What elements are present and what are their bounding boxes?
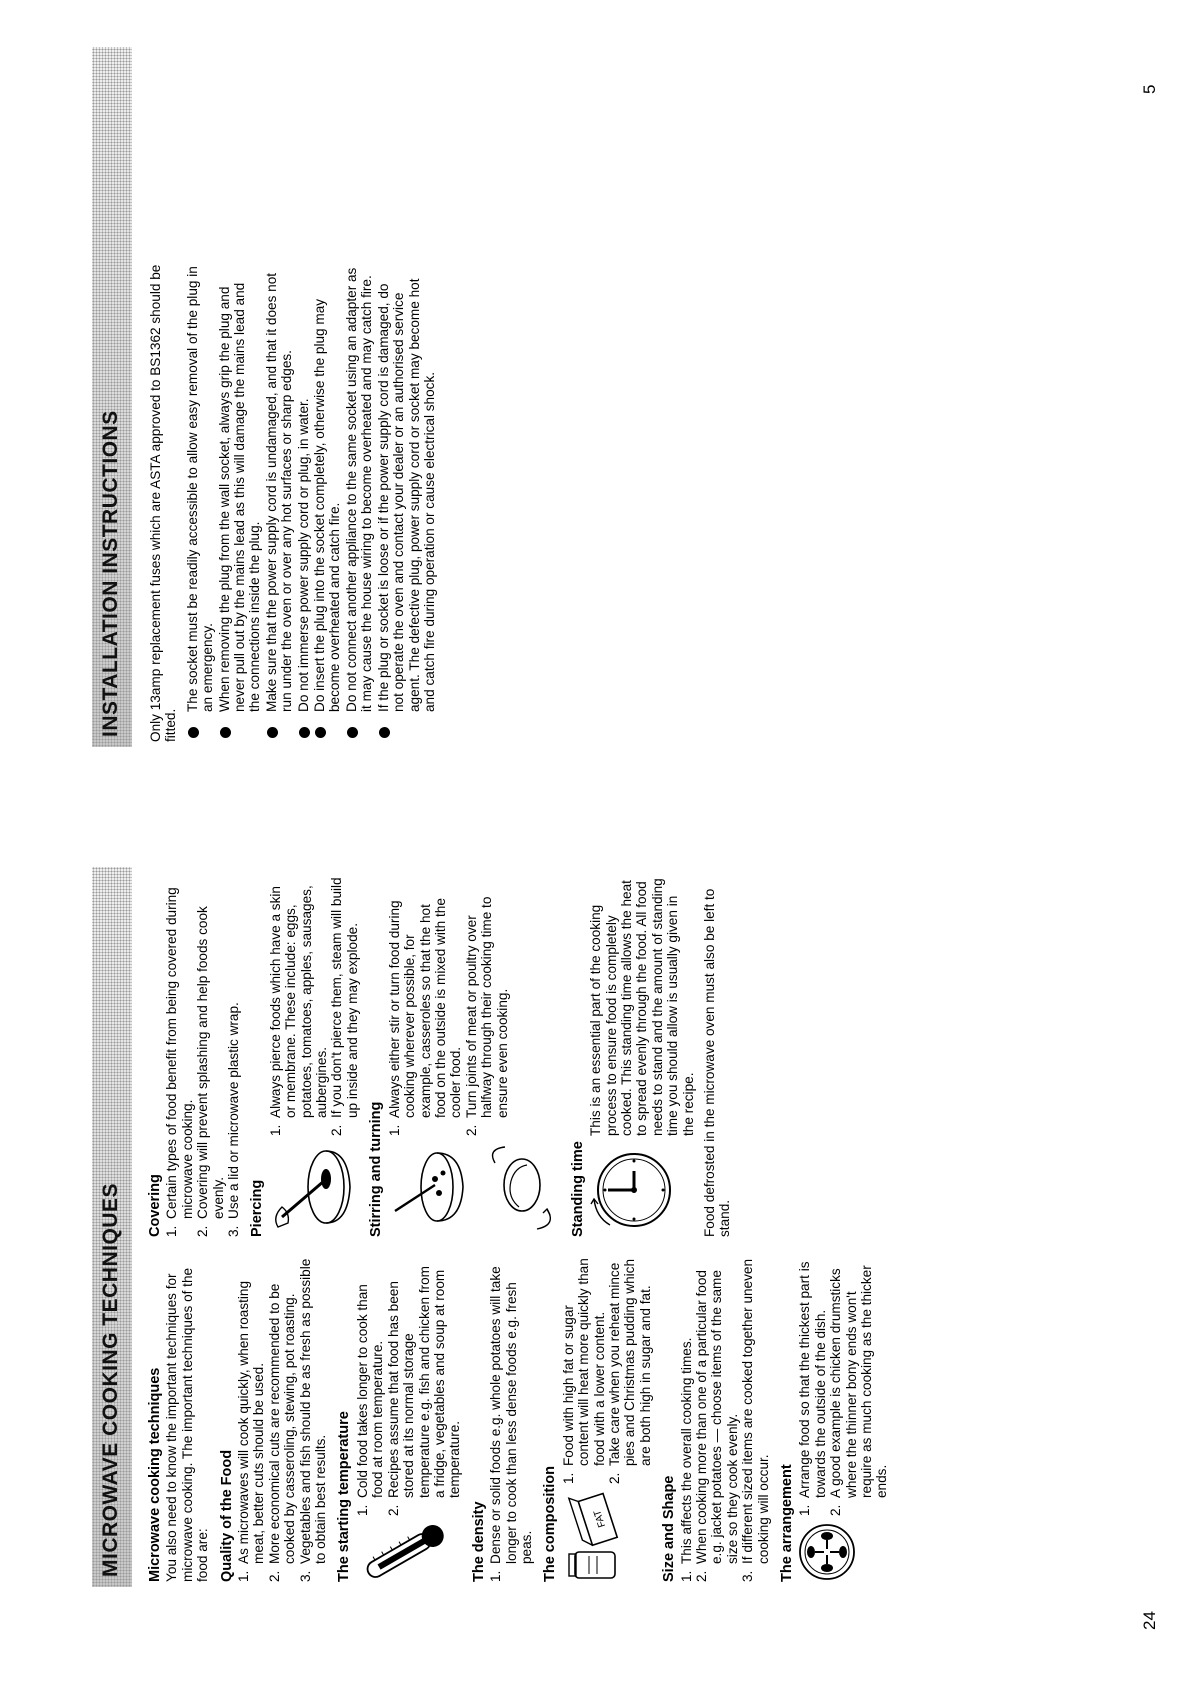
list-item: 3. If different sized items are cooked together uneven cooking will occur. <box>740 1258 771 1582</box>
page-number-right: 5 <box>1140 84 1159 94</box>
intro-text: You also need to know the important techniques for microwave cooking. The important techniques of the food are: <box>164 1267 211 1582</box>
piercing-heading: Piercing <box>249 1179 266 1237</box>
composition-list <box>561 1257 653 1484</box>
stirring-list <box>387 877 510 1136</box>
list-item <box>296 262 311 742</box>
list-item <box>185 262 216 742</box>
list-item-text: Dense or solid foods e.g. whole potatoes will take longer to cook than less dense foods e.g. fresh peas. <box>488 1266 534 1564</box>
list-item-text: Make sure that the power supply cord is undamaged, and that it does not run under the oven or over any hot surfaces or sharp edges. <box>263 272 295 712</box>
page-number-left: 24 <box>1140 1611 1159 1630</box>
list-item: 2. Covering will prevent splashing and help foods cook evenly. <box>195 906 226 1237</box>
list-item: 2. If you don't pierce them, steam will build up inside and they may explode. <box>329 877 360 1136</box>
list-item <box>376 262 438 742</box>
quality-list <box>236 1257 328 1582</box>
list-item <box>264 262 295 742</box>
list-item <box>217 262 263 742</box>
list-item-text: Turn joints of meat or poultry over halfway through their cooking time to ensure even cooking. <box>463 896 510 1118</box>
list-item: 2. When cooking more than one of a particular food e.g. jacket potatoes — choose items of the same size so they cook evenly. <box>694 1270 740 1582</box>
list-item-text: Do not immerse power supply cord or plug, in water. <box>295 398 311 712</box>
list-item <box>312 262 343 742</box>
list-item-text: More economical cuts are recommended to be cooked by casseroling, stewing, pot roasting. <box>266 1283 298 1564</box>
list-item: 1. Always pierce foods which have a skin or membrane. These include: eggs, potatoes, tomatoes, apples, sausages, aubergines. <box>267 885 330 1136</box>
size-heading: Size and Shape <box>661 1475 678 1582</box>
clock-icon <box>588 1142 678 1237</box>
list-item-text: Cold food takes longer to cook than food at room temperature. <box>354 1284 386 1498</box>
defrost-text: Food defrosted in the microwave oven must also be left to stand. <box>701 888 733 1237</box>
list-item-text: A good example is chicken drumsticks where the thinner bony ends won't require as much cooking as the thicker ends. <box>828 1265 890 1498</box>
list-item-text: Take care when you reheat mince pies and Christmas pudding which are both high in sugar and fat. <box>606 1258 653 1466</box>
list-item: 1. Cold food takes longer to cook than food at room temperature. <box>354 1284 386 1516</box>
arrangement-figure <box>797 1257 889 1582</box>
temperature-heading: The starting temperature <box>336 1411 353 1582</box>
list-item-text: If you don't pierce them, steam will build up inside and they may explode. <box>329 877 360 1118</box>
list-item: 1. Arrange food so that the thickest part is towards the outside of the dish. <box>797 1261 828 1516</box>
piercing-figure <box>268 877 360 1237</box>
list-item: 1. Food with high fat or sugar content will heat more quickly than food with a lower content. <box>560 1258 607 1484</box>
installation-intro: Only 13amp replacement fuses which are ASTA approved to BS1362 should be fitted. <box>148 264 179 742</box>
arrangement-list <box>797 1257 889 1516</box>
list-item-text: Recipes assume that food has been stored at its normal storage temperature e.g. fish and chicken from a fridge, vegetables and soup at room temperature. <box>385 1266 463 1498</box>
drumsticks-dish-icon <box>797 1522 857 1582</box>
standing-text: This is an essential part of the cooking process to ensure food is completely cooked. This standing time allows the heat to spread evenly through the food. All food needs to stand and the amount of standing time you should allow is usually given in the recipe. <box>588 878 696 1136</box>
jar-and-fat-icon <box>561 1490 623 1582</box>
bullet-icon <box>347 727 358 738</box>
list-item-text: Covering will prevent splashing and help foods cook evenly. <box>195 906 226 1219</box>
installation-column <box>148 262 438 742</box>
standing-figure <box>588 877 696 1237</box>
list-item: 2. More economical cuts are recommended to be cooked by casseroling, stewing, pot roasting. <box>266 1283 298 1582</box>
list-item: 2. Turn joints of meat or poultry over halfway through their cooking time to ensure even cooking. <box>463 896 510 1136</box>
covering-heading: Covering <box>147 1174 163 1237</box>
standing-heading: Standing time <box>569 1141 586 1237</box>
list-item-text: As microwaves will cook quickly, when roasting meat, better cuts should be used. <box>236 1280 267 1564</box>
installation-bullets <box>185 262 438 742</box>
covering-list <box>164 877 241 1237</box>
microwave-techniques-title: MICROWAVE COOKING TECHNIQUES <box>99 1183 122 1577</box>
stirring-and-turning-icon <box>387 1142 562 1237</box>
list-item: 2. Take care when you reheat mince pies and Christmas pudding which are both high in sugar and fat. <box>606 1258 653 1484</box>
installation-instructions-banner <box>92 47 132 747</box>
bullet-icon <box>188 727 199 738</box>
list-item-text: Always either stir or turn food during cooking wherever possible, for example, casseroles so that the hot food on the outside is mixed with the cooler food. <box>386 898 464 1118</box>
list-item: 1. Certain types of food benefit from being covered during microwave cooking. <box>164 887 195 1237</box>
size-list <box>679 1257 771 1582</box>
list-item-text: Vegetables and fish should be as fresh as possible to obtain best results. <box>297 1258 329 1564</box>
list-item: 3. Vegetables and fish should be as fresh as possible to obtain best results. <box>297 1258 329 1582</box>
bullet-icon <box>379 727 390 738</box>
list-item: 2. A good example is chicken drumsticks where the thinner bony ends won't require as much cooking as the thicker ends. <box>828 1265 890 1516</box>
quality-heading: Quality of the Food <box>218 1449 235 1582</box>
bullet-icon <box>315 727 326 738</box>
microwave-column-2 <box>148 877 733 1237</box>
temperature-figure <box>355 1257 463 1582</box>
fork-piercing-icon <box>268 1142 358 1237</box>
list-item-text: When removing the plug from the wall socket, always grip the plug and never pull out by the mains lead as this will damage the mains lead and the connections inside the plug. <box>216 282 263 712</box>
list-item-text: Always pierce foods which have a skin or membrane. These include: eggs, potatoes, tomatoes, apples, sausages, aubergines. <box>267 885 330 1118</box>
density-heading: The density <box>470 1501 487 1582</box>
thermometer-icon <box>355 1522 455 1582</box>
list-item-text: Certain types of food benefit from being covered during microwave cooking. <box>164 887 195 1219</box>
list-item: 1. As microwaves will cook quickly, when roasting meat, better cuts should be used. <box>236 1280 267 1582</box>
list-item-text: Do insert the plug into the socket completely, otherwise the plug may become overheated and catch fire. <box>312 298 343 712</box>
installation-instructions-title: INSTALLATION INSTRUCTIONS <box>99 410 122 737</box>
fat-label: FAT <box>591 1508 608 1529</box>
arrangement-heading: The arrangement <box>779 1464 796 1582</box>
list-item-text: Food with high fat or sugar content will heat more quickly than food with a lower content. <box>560 1258 607 1466</box>
bullet-icon <box>220 727 231 738</box>
bullet-icon <box>267 727 278 738</box>
list-item-text: Arrange food so that the thickest part is towards the outside of the dish. <box>797 1261 828 1498</box>
list-item-text: If different sized items are cooked together uneven cooking will occur. <box>740 1258 771 1564</box>
list-item-text: The socket must be readily accessible to allow easy removal of the plug in an emergency. <box>184 266 216 712</box>
list-item: 1. Always either stir or turn food during cooking wherever possible, for example, casseroles so that the hot food on the outside is mixed with the cooler food. <box>386 898 464 1136</box>
list-item: 2. Recipes assume that food has been stored at its normal storage temperature e.g. fish and chicken from a fridge, vegetables and soup at room temperature. <box>385 1266 463 1516</box>
intro-heading: Microwave cooking techniques <box>147 1367 163 1582</box>
list-item: 1. This affects the overall cooking times. <box>678 1337 694 1582</box>
list-item: 1. Dense or solid foods e.g. whole potatoes will take longer to cook than less dense foods e.g. fresh peas. <box>488 1266 534 1582</box>
stirring-figure <box>387 877 562 1237</box>
list-item-text: Use a lid or microwave plastic wrap. <box>226 1002 242 1219</box>
bullet-icon <box>299 727 310 738</box>
density-list <box>488 1257 534 1582</box>
list-item-text: When cooking more than one of a particular food e.g. jacket potatoes — choose items of the same size so they cook evenly. <box>694 1270 740 1564</box>
list-item-text: If the plug or socket is loose or if the power supply cord is damaged, do not operate the oven and contact your dealer or an authorised service agent. The defective plug, power supply cord or socket may become hot and catch fire during operation or cause electrical shock. <box>375 278 437 712</box>
list-item-text: This affects the overall cooking times. <box>678 1337 694 1564</box>
list-item-text: Do not connect another appliance to the same socket using an adapter as it may cause the house wiring to become overheated and may catch fire. <box>343 267 375 712</box>
list-item <box>344 262 375 742</box>
piercing-list <box>268 877 360 1136</box>
composition-heading: The composition <box>542 1466 559 1582</box>
list-item: 3. Use a lid or microwave plastic wrap. <box>226 1002 242 1237</box>
temperature-list <box>355 1257 463 1516</box>
microwave-techniques-banner <box>92 867 132 1587</box>
composition-figure <box>561 1257 653 1582</box>
stirring-heading: Stirring and turning <box>368 1101 385 1237</box>
microwave-column-1 <box>148 1257 890 1582</box>
